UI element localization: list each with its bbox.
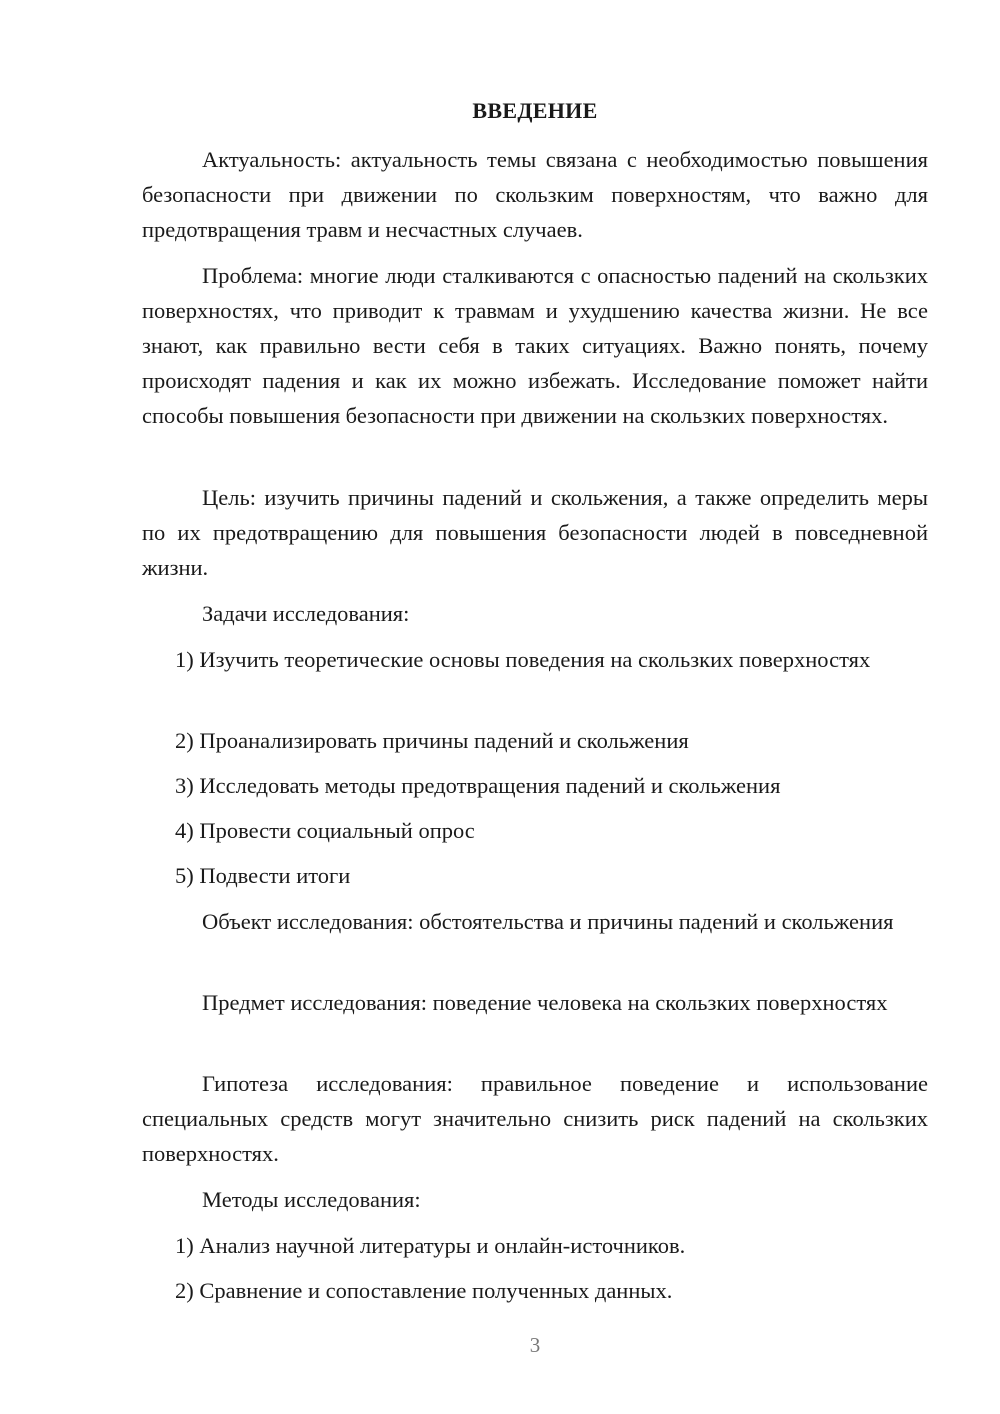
- task-item: 2) Проанализировать причины падений и скольжения: [175, 728, 689, 753]
- tasks-heading: Задачи исследования:: [202, 601, 410, 626]
- task-item: 4) Провести социальный опрос: [175, 818, 475, 843]
- method-item: 2) Сравнение и сопоставление полученных данных.: [175, 1278, 673, 1303]
- task-item: 3) Исследовать методы предотвращения падений и скольжения: [175, 773, 781, 798]
- paragraph-goal: Цель: изучить причины падений и скольжения, а также определить меры по их предотвращению для повышения безопасности людей в повседневной жизни.: [142, 485, 928, 580]
- task-item: 5) Подвести итоги: [175, 863, 351, 888]
- page-number: 3: [529, 1333, 541, 1357]
- paragraph-hypothesis: Гипотеза исследования: правильное поведение и использование специальных средств могут значительно снизить риск падений на скользких поверхностях.: [142, 1071, 928, 1166]
- task-item: 1) Изучить теоретические основы поведения на скользких поверхностях: [175, 647, 871, 672]
- paragraph-object: Объект исследования: обстоятельства и причины падений и скольжения: [202, 909, 894, 934]
- paragraph-subject: Предмет исследования: поведение человека на скользких поверхностях: [202, 990, 888, 1015]
- methods-heading: Методы исследования:: [202, 1187, 421, 1212]
- section-title: ВВЕДЕНИЕ: [472, 98, 598, 123]
- method-item: 1) Анализ научной литературы и онлайн-источников.: [175, 1233, 686, 1258]
- paragraph-relevance: Актуальность: актуальность темы связана с необходимостью повышения безопасности при движении по скользким поверхностям, что важно для предотвращения травм и несчастных случаев.: [142, 147, 928, 242]
- paragraph-problem: Проблема: многие люди сталкиваются с опасностью падений на скользких поверхностях, что приводит к травмам и ухудшению качества жизни. Не все знают, как правильно вести себя в таких ситуациях. Важно понять, почему происходят падения и как их можно избежать. Исследование поможет найти способы повышения безопасности при движении на скользких поверхностях.: [142, 263, 928, 428]
